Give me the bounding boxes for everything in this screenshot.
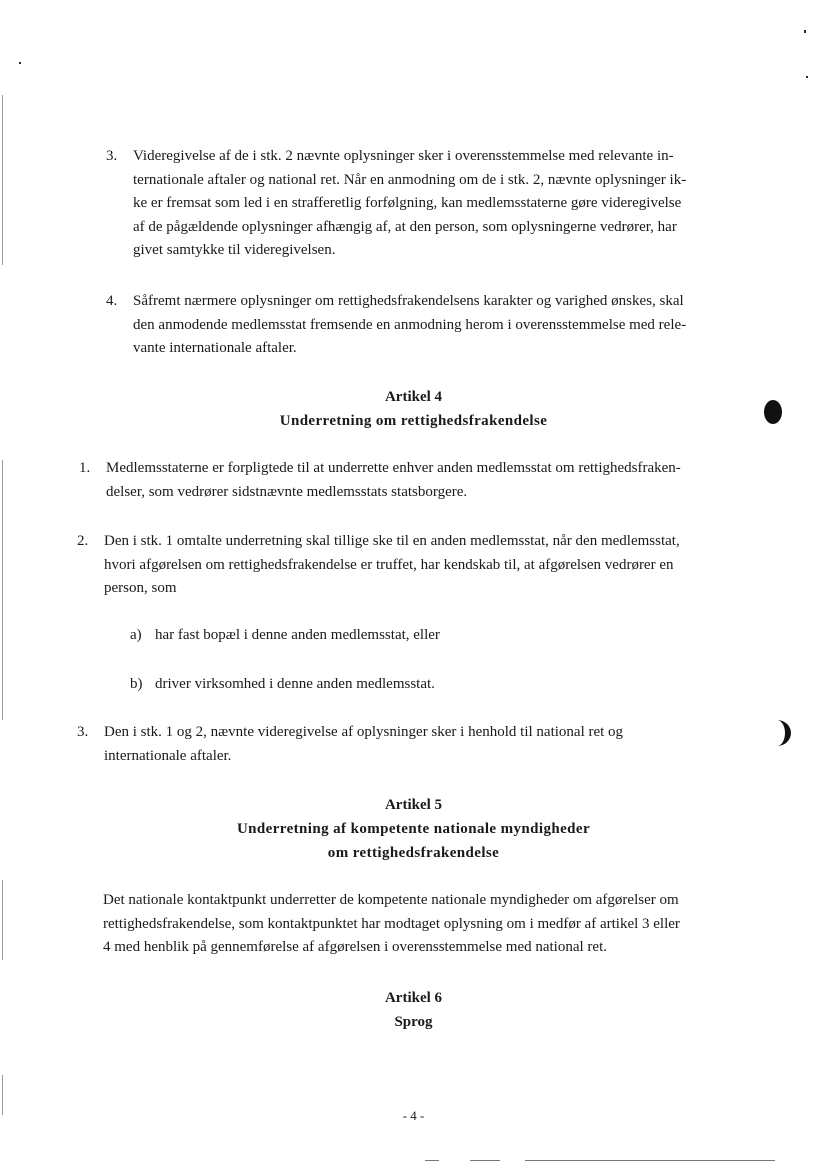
article3-item4	[106, 290, 741, 361]
paragraph-line: delser, som vedrører sidstnævnte medlemsstats statsborgere.	[106, 483, 468, 500]
scan-dot	[19, 62, 21, 64]
scan-bottom-rule	[525, 1160, 775, 1161]
paragraph-line: givet samtykke til videregivelsen.	[133, 242, 336, 258]
article4-item2-sub-b	[130, 673, 435, 697]
paragraph-line: vante internationale aftaler.	[133, 340, 297, 356]
sub-text: har fast bopæl i denne anden medlemsstat, eller	[155, 627, 440, 643]
article4-title: Underretning om rettighedsfrakendelse	[279, 413, 548, 429]
article4-item2	[77, 530, 742, 601]
article4-item1	[79, 457, 742, 504]
scan-dot	[804, 30, 806, 33]
article4-heading: Artikel 4	[384, 389, 443, 405]
article6-title: Sprog	[394, 1014, 433, 1030]
item-number: 3.	[77, 724, 89, 740]
paragraph-line: hvori afgørelsen om rettighedsfrakendelse er truffet, har kendskab til, at afgørelsen vedrører en	[104, 556, 674, 573]
article4-item3	[77, 721, 742, 768]
scan-dot	[806, 76, 808, 78]
scan-bottom-rule	[425, 1160, 439, 1161]
item-number: 4.	[106, 293, 118, 309]
paragraph-line: Den i stk. 1 omtalte underretning skal tillige ske til en anden medlemsstat, når den medlemsstat,	[104, 533, 680, 549]
sub-text: driver virksomhed i denne anden medlemsstat.	[155, 676, 435, 692]
paragraph-line: rettighedsfrakendelse, som kontaktpunktet har modtaget oplysning om i medfør af artikel 3 eller	[103, 915, 680, 932]
page-number: - 4 -	[402, 1108, 425, 1123]
sub-label: a)	[130, 627, 142, 643]
article5-title-line2: om rettighedsfrakendelse	[327, 845, 500, 861]
sub-label: b)	[130, 676, 143, 692]
scan-edge-mark	[2, 95, 3, 265]
scan-edge-mark	[2, 460, 3, 720]
item-number: 3.	[106, 148, 118, 164]
article5-title-line1: Underretning af kompetente nationale myndigheder	[236, 821, 591, 837]
article5-paragraph	[103, 889, 743, 960]
paragraph-line: ke er fremsat som led i en strafferetlig forfølgning, kan medlemsstaterne gøre videregivelse	[133, 195, 682, 211]
scan-edge-mark	[2, 880, 3, 960]
item-number: 1.	[79, 460, 91, 476]
punch-hole-mark	[763, 720, 791, 746]
paragraph-line: Den i stk. 1 og 2, nævnte videregivelse af oplysninger sker i henhold til national ret og	[104, 724, 624, 740]
paragraph-line: Medlemsstaterne er forpligtede til at underrette enhver anden medlemsstat om rettighedsfraken-	[106, 460, 681, 476]
paragraph-line: person, som	[104, 580, 177, 596]
paragraph-line: internationale aftaler.	[104, 747, 232, 764]
article6-heading: Artikel 6	[384, 990, 443, 1006]
paragraph-line: af de pågældende oplysninger afhængig af, at den person, som oplysningerne vedrører, har	[133, 218, 677, 235]
paragraph-line: 4 med henblik på gennemførelse af afgørelsen i overensstemmelse med national ret.	[103, 939, 607, 955]
article4-item2-sub-a	[130, 624, 440, 648]
article5-heading: Artikel 5	[384, 797, 443, 813]
item-number: 2.	[77, 533, 89, 549]
paragraph-line: Videregivelse af de i stk. 2 nævnte oplysninger sker i overensstemmelse med relevante in-	[133, 148, 674, 164]
scan-bottom-rule	[470, 1160, 500, 1161]
paragraph-line: Det nationale kontaktpunkt underretter de kompetente nationale myndigheder om afgørelser om	[103, 892, 679, 908]
paragraph-line: den anmodende medlemsstat fremsende en anmodning herom i overensstemmelse med rele-	[133, 316, 687, 333]
article3-item3	[106, 145, 741, 263]
paragraph-line: Såfremt nærmere oplysninger om rettighedsfrakendelsens karakter og varighed ønskes, skal	[133, 293, 684, 309]
paragraph-line: ternationale aftaler og national ret. Når en anmodning om de i stk. 2, nævnte oplysninger ik-	[133, 171, 687, 188]
